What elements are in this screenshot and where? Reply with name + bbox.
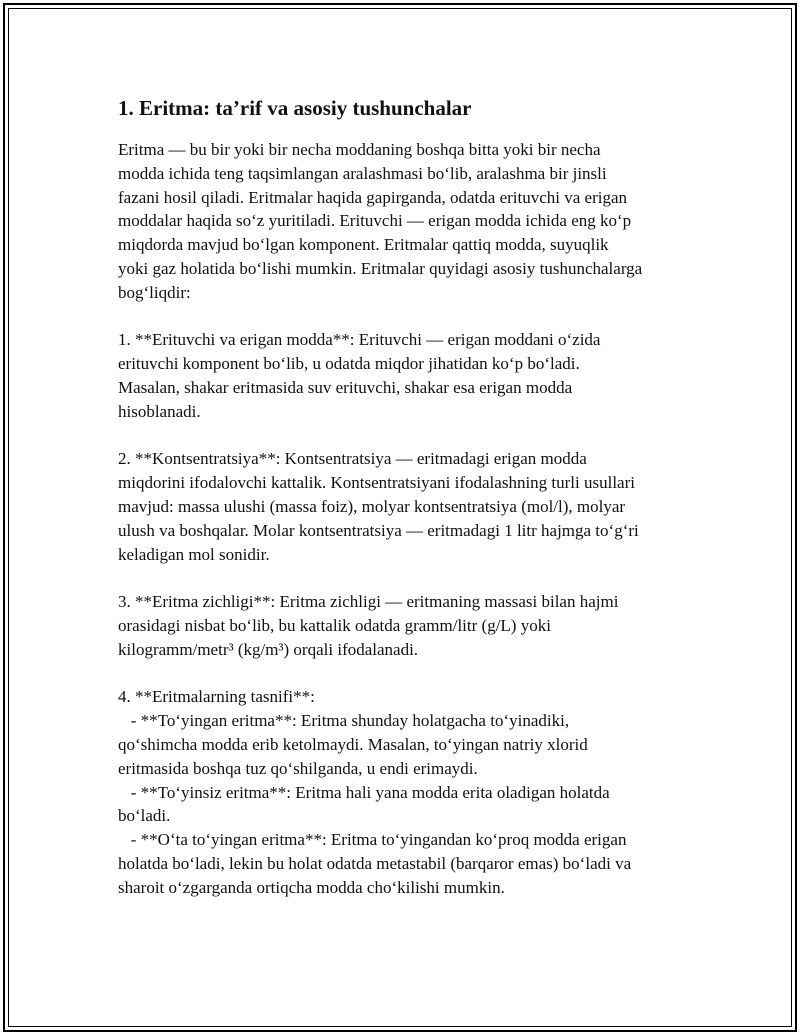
- section-heading: 1. Eritma: ta’rif va asosiy tushunchalar: [118, 96, 472, 120]
- list-item-solvent-solute: 1. **Erituvchi va erigan modda**: Erituvchi — erigan moddani o‘zida erituvchi komponent bo‘lib, u odatda miqdor jihatidan ko‘p bo‘ladi. Masalan, shakar eritmasida suv erituvchi, shakar esa erigan modda hisoblanadi.: [118, 330, 601, 421]
- paragraph-gap: [118, 566, 698, 590]
- paragraph-gap: [118, 424, 698, 448]
- paragraph-gap: [118, 305, 698, 329]
- list-item-concentration: 2. **Kontsentratsiya**: Kontsentratsiya — eritmadagi erigan modda miqdorini ifodalovchi kattalik. Kontsentratsiyani ifodalashning turli usullari mavjud: massa ulushi (massa foiz), molyar kontsentratsiya (mol/l), molyar ulush va boshqalar. Molar kontsentratsiya — eritmadagi 1 litr hajmga to‘g‘ri keladigan mol sonidir.: [118, 449, 639, 564]
- paragraph-gap: [118, 662, 698, 686]
- document-body: [118, 94, 698, 900]
- list-item-density: 3. **Eritma zichligi**: Eritma zichligi — eritmaning massasi bilan hajmi orasidagi nisbat bo‘lib, bu kattalik odatda gramm/litr (g/L) yoki kilogramm/metr³ (kg/m³) orqali ifodalanadi.: [118, 592, 619, 659]
- list-item-classification: 4. **Eritmalarning tasnifi**: - **To‘yingan eritma**: Eritma shunday holatgacha to‘yinadiki, qo‘shimcha modda erib ketolmaydi. Masalan, to‘yingan natriy xlorid eritmasida boshqa tuz qo‘shilganda, u endi erimaydi. - **To‘yinsiz eritma**: Eritma hali yana modda erita oladigan holatda bo‘ladi. - **O‘ta to‘yingan eritma**: Eritma to‘yingandan ko‘proq modda erigan holatda bo‘ladi, lekin bu holat odatda metastabil (barqaror emas) bo‘ladi va sharoit o‘zgarganda ortiqcha modda cho‘kilishi mumkin.: [118, 687, 632, 897]
- intro-paragraph: Eritma — bu bir yoki bir necha moddaning boshqa bitta yoki bir necha modda ichida teng taqsimlangan aralashmasi bo‘lib, aralashma bir jinsli fazani hosil qiladi. Eritmalar haqida gapirganda, odatda erituvchi va erigan moddalar haqida so‘z yuritiladi. Erituvchi — erigan modda ichida eng ko‘p miqdorda mavjud bo‘lgan komponent. Eritmalar qattiq modda, suyuqlik yoki gaz holatida bo‘lishi mumkin. Eritmalar quyidagi asosiy tushunchalarga bog‘liqdir:: [118, 140, 643, 302]
